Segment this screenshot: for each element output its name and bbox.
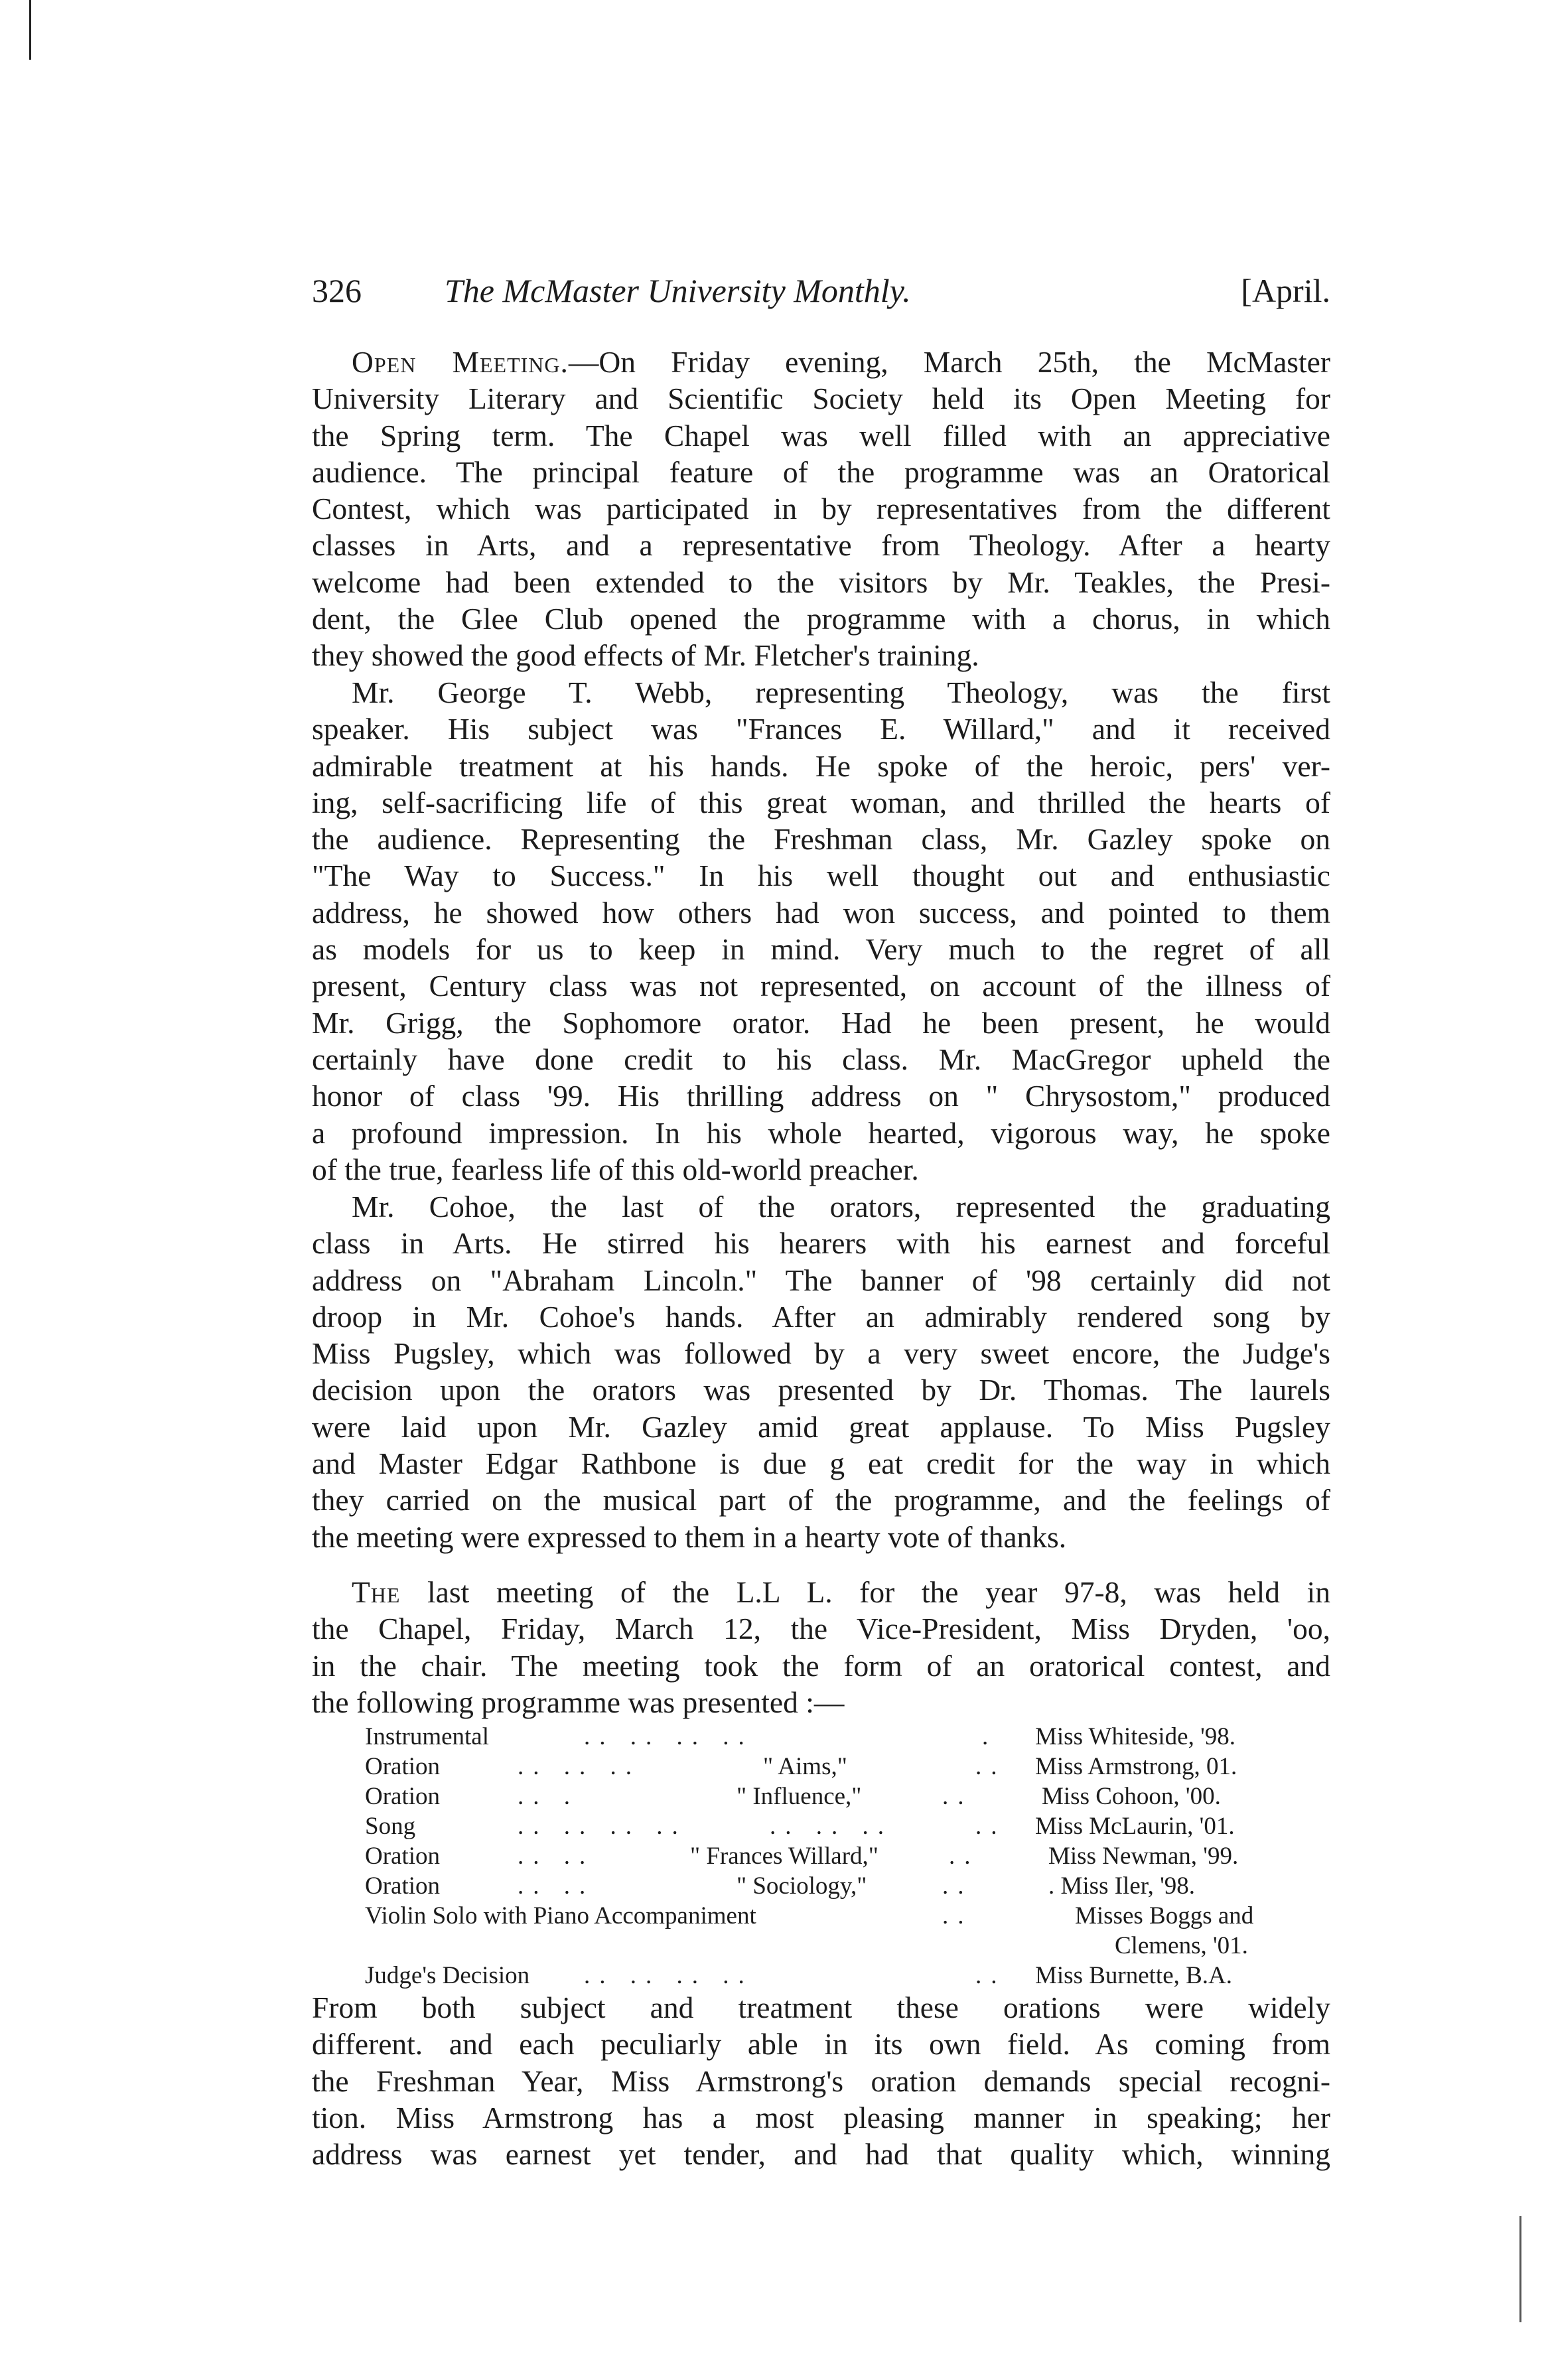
running-header <box>312 271 1330 311</box>
programme-performer: Miss Newman, '99. <box>1048 1843 1239 1870</box>
paragraph-open-meeting <box>312 344 1330 674</box>
leader-dots: . <box>982 1723 998 1750</box>
section-lead: Open Meeting. <box>352 345 569 379</box>
leader-dots: .. .. <box>518 1843 595 1870</box>
text-line: admirable treatment at his hands. He spoke of the heroic, pers' ver- <box>312 748 1330 783</box>
text-line: Mr. Grigg, the Sophomore orator. Had he been present, he would <box>312 1005 1330 1040</box>
leader-dots: .. <box>975 1813 1007 1840</box>
text-line: University Literary and Scientific Society held its Open Meeting for <box>312 382 1330 416</box>
text-line: they carried on the musical part of the programme, and the feelings of <box>312 1483 1330 1517</box>
programme-subject: " Influence," <box>737 1783 862 1810</box>
text-line: droop in Mr. Cohoe's hands. After an admirably rendered song by <box>312 1299 1330 1334</box>
text-line: audience. The principal feature of the programme was an Oratorical <box>312 455 1330 489</box>
issue-month: [April. <box>1241 272 1330 309</box>
leader-dots: .. <box>975 1962 1007 1989</box>
text-line: Mr. Cohoe, the last of the orators, represented the graduating <box>352 1190 1330 1224</box>
programme-subject: .. .. .. <box>770 1813 893 1840</box>
text-line: as models for us to keep in mind. Very much to the regret of all <box>312 932 1330 967</box>
programme-row <box>365 1752 1320 1782</box>
text-line: ing, self-sacrificing life of this great woman, and thrilled the hearts of <box>312 785 1330 819</box>
text-line: Mr. George T. Webb, representing Theology, was the first <box>352 675 1330 709</box>
leader-dots: .. .. <box>518 1872 595 1900</box>
text-line: of the true, fearless life of this old-world preacher. <box>312 1152 919 1186</box>
programme-performer: Miss Whiteside, '98. <box>1035 1723 1235 1750</box>
programme-item: Oration <box>365 1843 441 1870</box>
text-line: tion. Miss Armstrong has a most pleasing manner in speaking; her <box>312 2100 1330 2135</box>
text-line: honor of class '99. His thrilling address on " Chrysostom," produced <box>312 1079 1330 1113</box>
programme-performer: Miss Cohoon, '00. <box>1042 1783 1221 1810</box>
text-line: "The Way to Success." In his well thought out and enthusiastic <box>312 859 1330 893</box>
text-line: the Freshman Year, Miss Armstrong's oration demands special recogni- <box>312 2064 1330 2098</box>
leader-dots: .. .. .. .. <box>584 1962 754 1989</box>
leader-dots: .. <box>942 1872 973 1900</box>
programme-subject: " Sociology," <box>737 1872 867 1900</box>
text-line: class in Arts. He stirred his hearers with his earnest and forceful <box>312 1226 1330 1261</box>
paragraph-cohoe <box>312 1188 1330 1555</box>
text-line: certainly have done credit to his class. Mr. MacGregor upheld the <box>312 1042 1330 1076</box>
text-line: From both subject and treatment these orations were widely <box>312 1991 1330 2024</box>
left-edge-mark <box>29 0 31 60</box>
paragraph-orations-review <box>312 1989 1330 2172</box>
programme-subject: " Aims," <box>763 1753 847 1780</box>
programme-item: Oration <box>365 1872 441 1900</box>
programme-row <box>365 1961 1320 1991</box>
text-line: they showed the good effects of Mr. Fletcher's training. <box>312 638 979 673</box>
programme-row <box>365 1722 1320 1752</box>
text-line: address was earnest yet tender, and had that quality which, winning <box>312 2137 1330 2172</box>
text-line: the following programme was presented :— <box>312 1685 845 1719</box>
programme-performer: . Miss Iler, '98. <box>1048 1872 1196 1900</box>
text-line: the Spring term. The Chapel was well filled with an appreciative <box>312 418 1330 453</box>
programme-performer: Miss Armstrong, 01. <box>1035 1753 1237 1780</box>
page-number: 326 <box>312 272 362 309</box>
paragraph-lll-meeting <box>312 1574 1330 1720</box>
programme-performer: Clemens, '01. <box>1115 1932 1248 1959</box>
leader-dots: .. <box>942 1902 973 1929</box>
programme-item: Song <box>365 1813 416 1840</box>
leader-dots: .. .. .. .. <box>584 1723 754 1750</box>
text-line: Open Meeting.—On Friday evening, March 25th, the McMaster <box>352 345 1330 379</box>
programme-row <box>365 1841 1320 1871</box>
leader-dots: .. .. .. .. <box>518 1813 687 1840</box>
section-lead: The <box>352 1575 401 1609</box>
text-line: dent, the Glee Club opened the programme with a chorus, in which <box>312 602 1330 636</box>
text-line: in the chair. The meeting took the form of an oratorical contest, and <box>312 1648 1330 1683</box>
text-line: address, he showed how others had won success, and pointed to them <box>312 895 1330 930</box>
text-line: different. and each peculiarly able in its own field. As coming from <box>312 2027 1330 2062</box>
programme-performer: Miss McLaurin, '01. <box>1035 1813 1235 1840</box>
journal-title: The McMaster University Monthly. <box>445 272 911 309</box>
programme-row <box>365 1901 1320 1931</box>
leader-dots: .. .. .. <box>518 1753 641 1780</box>
leader-dots: .. <box>975 1753 1007 1780</box>
text-line: Miss Pugsley, which was followed by a very sweet encore, the Judge's <box>312 1336 1330 1371</box>
programme-row <box>365 1871 1320 1901</box>
text-line: decision upon the orators was presented by Dr. Thomas. The laurels <box>312 1373 1330 1407</box>
programme-performer: Miss Burnette, B.A. <box>1035 1962 1233 1989</box>
programme-list <box>365 1722 1320 1991</box>
programme-performer: Misses Boggs and <box>1075 1902 1254 1929</box>
text-line: the audience. Representing the Freshman class, Mr. Gazley spoke on <box>312 822 1330 857</box>
text-line: welcome had been extended to the visitors by Mr. Teakles, the Presi- <box>312 565 1330 599</box>
programme-row <box>365 1811 1320 1841</box>
programme-row <box>365 1931 1320 1961</box>
programme-item: Judge's Decision <box>365 1962 530 1989</box>
leader-dots: .. <box>949 1843 980 1870</box>
text-line: classes in Arts, and a representative from Theology. After a hearty <box>312 528 1330 563</box>
text-line: present, Century class was not represented, on account of the illness of <box>312 969 1330 1003</box>
text-line: a profound impression. In his whole hearted, vigorous way, he spoke <box>312 1115 1330 1150</box>
text-line: speaker. His subject was "Frances E. Willard," and it received <box>312 712 1330 746</box>
leader-dots: .. . <box>518 1783 579 1810</box>
leader-dots: .. <box>942 1783 973 1810</box>
text-line: and Master Edgar Rathbone is due g eat credit for the way in which <box>312 1446 1330 1481</box>
programme-item: Violin Solo with Piano Accompaniment <box>365 1902 756 1929</box>
text-line: were laid upon Mr. Gazley amid great applause. To Miss Pugsley <box>312 1409 1330 1444</box>
text-line: the meeting were expressed to them in a hearty vote of thanks. <box>312 1519 1067 1554</box>
text-line: address on "Abraham Lincoln." The banner of '98 certainly did not <box>312 1263 1330 1297</box>
programme-row <box>365 1782 1320 1811</box>
programme-item: Oration <box>365 1753 441 1780</box>
programme-subject: " Frances Willard," <box>690 1843 879 1870</box>
text-line: Contest, which was participated in by representatives from the different <box>312 492 1330 526</box>
text-line: the Chapel, Friday, March 12, the Vice-President, Miss Dryden, 'oo, <box>312 1612 1330 1646</box>
programme-item: Instrumental <box>365 1723 490 1750</box>
paragraph-webb <box>312 674 1330 1188</box>
programme-item: Oration <box>365 1783 441 1810</box>
text-line: The last meeting of the L.L L. for the year 97-8, was held in <box>352 1575 1330 1609</box>
right-edge-mark <box>1519 2216 1521 2322</box>
